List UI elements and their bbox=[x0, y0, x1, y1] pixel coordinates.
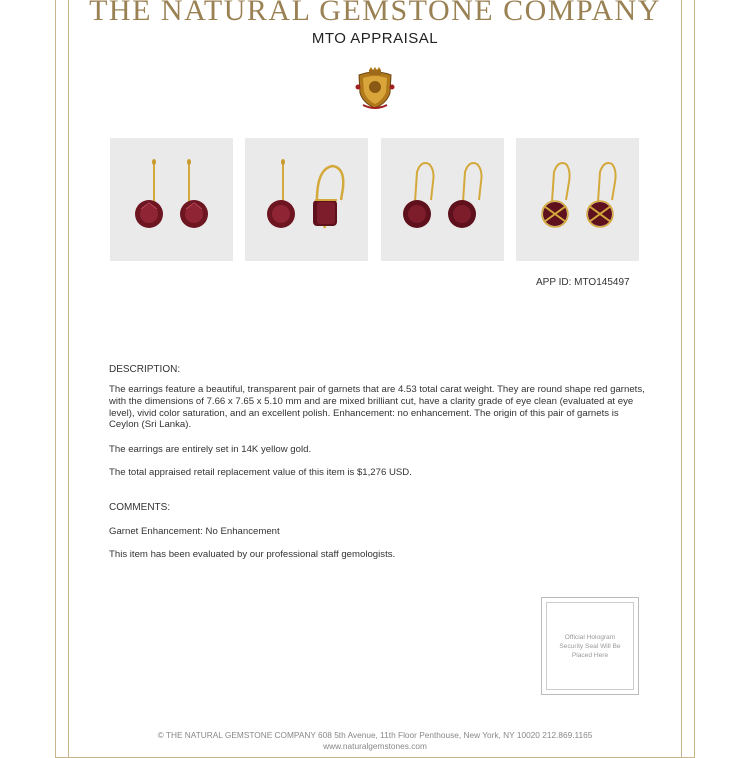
description-heading: DESCRIPTION: bbox=[109, 364, 181, 375]
earrings-photo-side bbox=[245, 138, 368, 261]
hologram-seal-box bbox=[541, 597, 639, 695]
company-name: THE NATURAL GEMSTONE COMPANY bbox=[89, 0, 661, 27]
crest-logo bbox=[355, 67, 395, 109]
appraisal-id: APP ID: MTO145497 bbox=[536, 277, 630, 288]
description-paragraph: The earrings feature a beautiful, transparent pair of garnets that are 4.53 total carat weight. They are round shape red garnets, with the dimensions of 7.66 x 7.65 x 5.10 mm and are mixed brilliant cut, have a clarity grade of eye clean (evaluated at eye level), vivid color saturation, and an excellent polish. Enhancement: no enhancement. The origin of this pair of garnets is Ceylon (Sri Lanka). bbox=[109, 384, 645, 431]
setting-paragraph: The earrings are entirely set in 14K yellow gold. bbox=[109, 444, 312, 455]
appraisal-title: MTO APPRAISAL bbox=[311, 30, 439, 47]
footer-website: www.naturalgemstones.com bbox=[323, 741, 427, 751]
earrings-photo-angled bbox=[381, 138, 504, 261]
comments-heading: COMMENTS: bbox=[109, 502, 171, 513]
evaluation-comment: This item has been evaluated by our professional staff gemologists. bbox=[109, 549, 396, 560]
earrings-photo-back bbox=[516, 138, 639, 261]
enhancement-comment: Garnet Enhancement: No Enhancement bbox=[109, 526, 280, 537]
seal-placeholder-text: Official Hologram Security Seal Will Be Placed Here bbox=[559, 633, 621, 659]
value-paragraph: The total appraised retail replacement value of this item is $1,276 USD. bbox=[109, 467, 412, 478]
earrings-photo-front bbox=[110, 138, 233, 261]
footer-address: © THE NATURAL GEMSTONE COMPANY 608 5th Avenue, 11th Floor Penthouse, New York, NY 10020 212.869.1165 bbox=[157, 730, 593, 740]
